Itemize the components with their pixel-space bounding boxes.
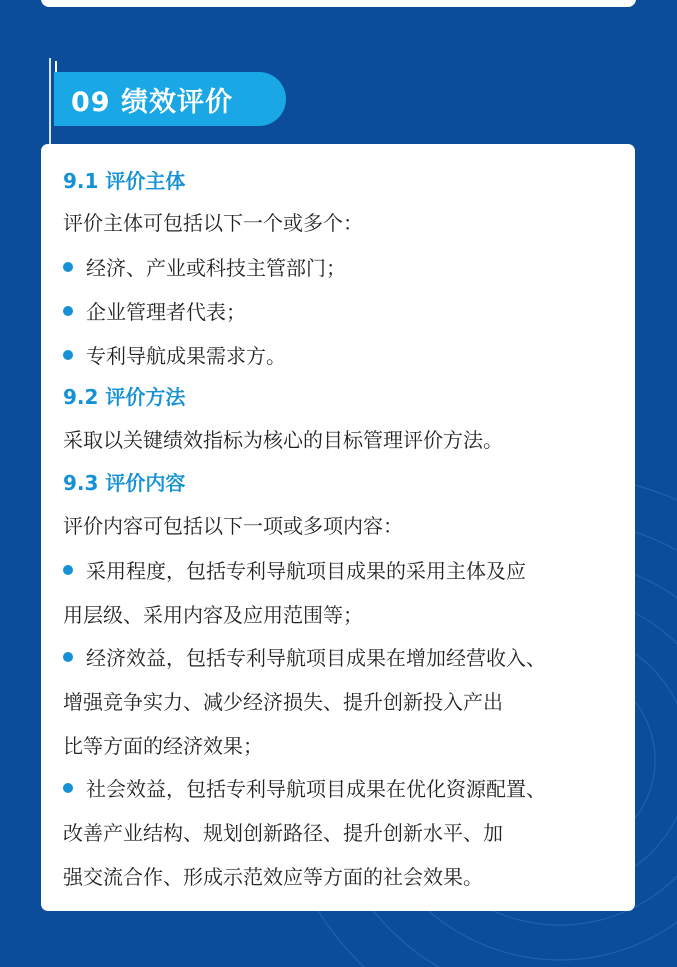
list-item-continuation: 增强竞争实力、减少经济损失、提升创新投入产出	[63, 690, 503, 714]
section-heading-9-1: 9.1 评价主体	[63, 169, 186, 193]
list-item-continuation: 强交流合作、形成示范效应等方面的社会效果。	[63, 865, 483, 889]
section-tab	[54, 72, 286, 126]
section-heading-9-2: 9.2 评价方法	[63, 385, 186, 409]
bullet-dot-icon	[63, 306, 73, 316]
list-item: 采用程度，包括专利导航项目成果的采用主体及应	[63, 559, 617, 583]
list-item-continuation: 改善产业结构、规划创新路径、提升创新水平、加	[63, 821, 503, 845]
list-item: 社会效益，包括专利导航项目成果在优化资源配置、	[63, 777, 617, 801]
bullet-dot-icon	[63, 565, 73, 575]
section-title: 09 绩效评价	[71, 86, 233, 118]
content-card	[41, 144, 635, 911]
bullet-dot-icon	[63, 262, 73, 272]
list-item-continuation: 用层级、采用内容及应用范围等；	[63, 603, 363, 627]
bullet-dot-icon	[63, 350, 73, 360]
method-text-9-2: 采取以关键绩效指标为核心的目标管理评价方法。	[63, 428, 503, 452]
bullet-dot-icon	[63, 783, 73, 793]
list-item: 经济、产业或科技主管部门；	[63, 256, 617, 280]
intro-text-9-3: 评价内容可包括以下一项或多项内容：	[63, 514, 403, 538]
list-item-continuation: 比等方面的经济效果；	[63, 734, 263, 758]
decor-vertical-line	[49, 58, 51, 144]
previous-section-card-bottom	[41, 0, 636, 7]
section-heading-9-3: 9.3 评价内容	[63, 471, 186, 495]
list-item: 企业管理者代表；	[63, 300, 617, 324]
bullet-dot-icon	[63, 652, 73, 662]
list-item: 专利导航成果需求方。	[63, 344, 617, 368]
list-item: 经济效益，包括专利导航项目成果在增加经营收入、	[63, 646, 617, 670]
intro-text-9-1: 评价主体可包括以下一个或多个：	[63, 211, 363, 235]
